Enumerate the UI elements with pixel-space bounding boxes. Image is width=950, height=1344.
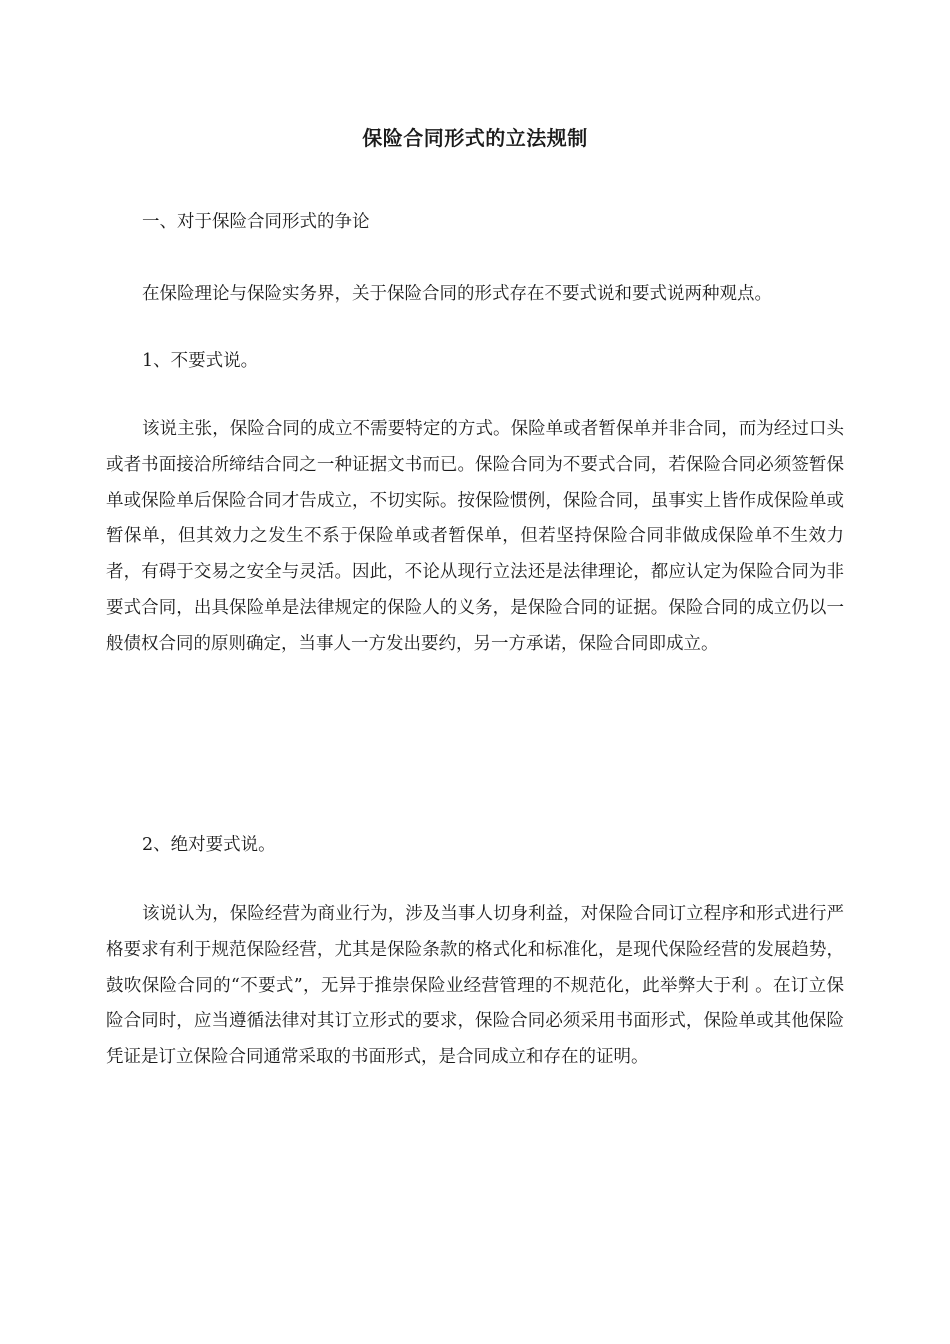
subheading-absolute-formal: 2、绝对要式说。 xyxy=(142,835,276,855)
section-heading: 一、对于保险合同形式的争论 xyxy=(142,212,370,232)
body-paragraph-absolute-formal: 该说认为，保险经营为商业行为，涉及当事人切身利益，对保险合同订立程序和形式进行严格要求有利于规范保险经营，尤其是保险条款的格式化和标准化，是现代保险经营的发展趋势，鼓吹保险合同的“不要式”，无异于推崇保险业经营管理的不规范化，此举弊大于利 。在订立保险合同时，应当遵循法律对其订立形式的要求，保险合同必须采用书面形式，保险单或其他保险凭证是订立保险合同通常采取的书面形式，是合同成立和存在的证明。 xyxy=(106,904,844,1068)
document-title: 保险合同形式的立法规制 xyxy=(362,126,588,150)
intro-paragraph: 在保险理论与保险实务界，关于保险合同的形式存在不要式说和要式说两种观点。 xyxy=(142,284,772,304)
subheading-non-formal: 1、不要式说。 xyxy=(142,351,259,371)
body-paragraph-non-formal: 该说主张，保险合同的成立不需要特定的方式。保险单或者暂保单并非合同，而为经过口头或者书面接洽所缔结合同之一种证据文书而已。保险合同为不要式合同，若保险合同必须签暂保单或保险单后保险合同才告成立，不切实际。按保险惯例，保险合同，虽事实上皆作成保险单或暂保单，但其效力之发生不系于保险单或者暂保单，但若坚持保险合同非做成保险单不生效力者，有碍于交易之安全与灵活。因此，不论从现行立法还是法律理论，都应认定为保险合同为非要式合同，出具保险单是法律规定的保险人的义务，是保险合同的证据。保险合同的成立仍以一般债权合同的原则确定，当事人一方发出要约，另一方承诺，保险合同即成立。 xyxy=(106,419,844,654)
